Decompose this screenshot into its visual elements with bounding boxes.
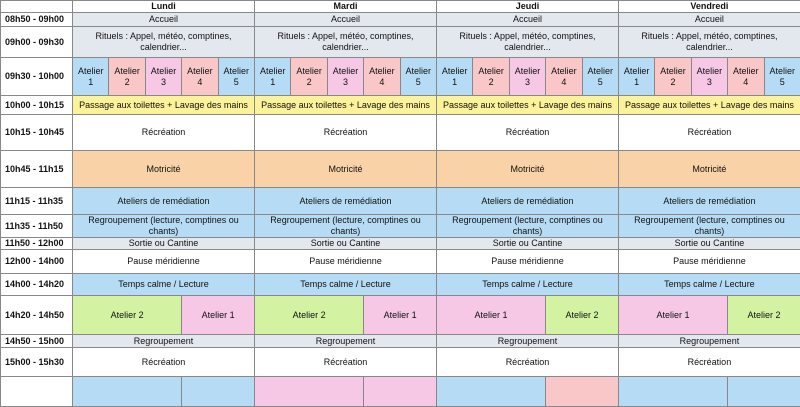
activity-cell: Sortie ou Cantine <box>255 238 437 250</box>
activity-cell: Récréation <box>255 115 437 151</box>
time-slot: 10h00 - 10h15 <box>1 96 73 115</box>
atelier-cell: Atelier 1 <box>618 296 727 335</box>
activity-cell: Récréation <box>73 115 255 151</box>
atelier-cell <box>546 377 619 407</box>
activity-cell: Regroupement (lecture, comptines ou chants) <box>73 215 255 238</box>
activity-cell: Récréation <box>255 348 437 377</box>
atelier-cell: Atelier 5 <box>582 58 618 96</box>
atelier-cell: Atelier 2 <box>473 58 509 96</box>
activity-cell: Passage aux toilettes + Lavage des mains <box>73 96 255 115</box>
atelier-cell <box>728 377 800 407</box>
atelier-cell: Atelier 5 <box>764 58 800 96</box>
time-slot: 09h30 - 10h00 <box>1 58 73 96</box>
activity-cell: Accueil <box>436 13 618 27</box>
activity-cell: Récréation <box>618 348 800 377</box>
atelier-cell: Atelier 1 <box>255 58 291 96</box>
atelier-cell: Atelier 2 <box>546 296 619 335</box>
schedule-row <box>1 215 800 238</box>
atelier-cell: Atelier 1 <box>364 296 437 335</box>
activity-cell: Pause méridienne <box>618 250 800 274</box>
activity-cell: Rituels : Appel, météo, comptines, calendrier... <box>618 27 800 58</box>
atelier-cell: Atelier 1 <box>436 58 472 96</box>
activity-cell: Récréation <box>436 348 618 377</box>
day-header: Mardi <box>255 1 437 13</box>
time-slot: 14h20 - 14h50 <box>1 296 73 335</box>
atelier-cell: Atelier 4 <box>546 58 582 96</box>
atelier-cell: Atelier 3 <box>145 58 181 96</box>
activity-cell: Rituels : Appel, météo, comptines, calendrier... <box>436 27 618 58</box>
activity-cell: Ateliers de remédiation <box>73 188 255 215</box>
time-slot: 08h50 - 09h00 <box>1 13 73 27</box>
time-slot: 12h00 - 14h00 <box>1 250 73 274</box>
atelier-cell: Atelier 2 <box>291 58 327 96</box>
activity-cell: Temps calme / Lecture <box>255 274 437 296</box>
schedule-row <box>1 238 800 250</box>
time-slot <box>1 377 73 407</box>
atelier-cell: Atelier 1 <box>182 296 255 335</box>
activity-cell: Regroupement <box>73 335 255 348</box>
time-slot: 15h00 - 15h30 <box>1 348 73 377</box>
atelier-cell: Atelier 1 <box>436 296 545 335</box>
activity-cell: Motricité <box>618 151 800 188</box>
time-slot: 09h00 - 09h30 <box>1 27 73 58</box>
atelier-cell: Atelier 5 <box>400 58 436 96</box>
atelier-cell: Atelier 2 <box>109 58 145 96</box>
activity-cell: Pause méridienne <box>73 250 255 274</box>
activity-cell: Motricité <box>73 151 255 188</box>
atelier-cell: Atelier 4 <box>728 58 764 96</box>
activity-cell: Récréation <box>73 348 255 377</box>
schedule-row <box>1 377 800 407</box>
schedule-row <box>1 96 800 115</box>
activity-cell: Accueil <box>73 13 255 27</box>
activity-cell: Regroupement <box>618 335 800 348</box>
schedule-row <box>1 296 800 335</box>
time-slot: 10h15 - 10h45 <box>1 115 73 151</box>
day-header: Vendredi <box>618 1 800 13</box>
schedule-row <box>1 250 800 274</box>
activity-cell: Passage aux toilettes + Lavage des mains <box>255 96 437 115</box>
atelier-cell: Atelier 1 <box>618 58 654 96</box>
atelier-cell: Atelier 3 <box>327 58 363 96</box>
atelier-cell: Atelier 4 <box>364 58 400 96</box>
time-slot: 14h50 - 15h00 <box>1 335 73 348</box>
corner-cell <box>1 1 73 13</box>
activity-cell: Ateliers de remédiation <box>618 188 800 215</box>
activity-cell: Pause méridienne <box>436 250 618 274</box>
activity-cell: Ateliers de remédiation <box>255 188 437 215</box>
schedule-row <box>1 13 800 27</box>
activity-cell: Regroupement <box>436 335 618 348</box>
activity-cell: Récréation <box>436 115 618 151</box>
atelier-cell: Atelier 3 <box>509 58 545 96</box>
activity-cell: Sortie ou Cantine <box>618 238 800 250</box>
day-header: Lundi <box>73 1 255 13</box>
time-slot: 11h35 - 11h50 <box>1 215 73 238</box>
activity-cell: Passage aux toilettes + Lavage des mains <box>436 96 618 115</box>
time-slot: 14h00 - 14h20 <box>1 274 73 296</box>
activity-cell: Sortie ou Cantine <box>73 238 255 250</box>
header-row <box>1 1 800 13</box>
schedule-row <box>1 58 800 96</box>
activity-cell: Rituels : Appel, météo, comptines, calendrier... <box>73 27 255 58</box>
atelier-cell: Atelier 1 <box>73 58 109 96</box>
day-header: Jeudi <box>436 1 618 13</box>
activity-cell: Accueil <box>618 13 800 27</box>
activity-cell: Passage aux toilettes + Lavage des mains <box>618 96 800 115</box>
activity-cell: Accueil <box>255 13 437 27</box>
activity-cell: Temps calme / Lecture <box>618 274 800 296</box>
atelier-cell: Atelier 5 <box>218 58 254 96</box>
atelier-cell <box>618 377 727 407</box>
time-slot: 11h15 - 11h35 <box>1 188 73 215</box>
atelier-cell: Atelier 2 <box>73 296 182 335</box>
atelier-cell: Atelier 4 <box>182 58 218 96</box>
activity-cell: Regroupement <box>255 335 437 348</box>
activity-cell: Récréation <box>618 115 800 151</box>
time-slot: 11h50 - 12h00 <box>1 238 73 250</box>
activity-cell: Temps calme / Lecture <box>73 274 255 296</box>
atelier-cell: Atelier 2 <box>728 296 800 335</box>
activity-cell: Regroupement (lecture, comptines ou chants) <box>436 215 618 238</box>
atelier-cell <box>436 377 545 407</box>
activity-cell: Regroupement (lecture, comptines ou chants) <box>255 215 437 238</box>
activity-cell: Rituels : Appel, météo, comptines, calendrier... <box>255 27 437 58</box>
schedule-row <box>1 335 800 348</box>
atelier-cell <box>182 377 255 407</box>
activity-cell: Regroupement (lecture, comptines ou chants) <box>618 215 800 238</box>
activity-cell: Ateliers de remédiation <box>436 188 618 215</box>
activity-cell: Motricité <box>436 151 618 188</box>
schedule-row <box>1 274 800 296</box>
atelier-cell <box>255 377 364 407</box>
atelier-cell: Atelier 2 <box>655 58 691 96</box>
schedule-row <box>1 115 800 151</box>
atelier-cell <box>364 377 437 407</box>
activity-cell: Motricité <box>255 151 437 188</box>
schedule-row <box>1 27 800 58</box>
schedule-row <box>1 151 800 188</box>
atelier-cell: Atelier 2 <box>255 296 364 335</box>
activity-cell: Sortie ou Cantine <box>436 238 618 250</box>
atelier-cell: Atelier 3 <box>691 58 727 96</box>
schedule-row <box>1 348 800 377</box>
atelier-cell <box>73 377 182 407</box>
activity-cell: Temps calme / Lecture <box>436 274 618 296</box>
activity-cell: Pause méridienne <box>255 250 437 274</box>
time-slot: 10h45 - 11h15 <box>1 151 73 188</box>
schedule-row <box>1 188 800 215</box>
